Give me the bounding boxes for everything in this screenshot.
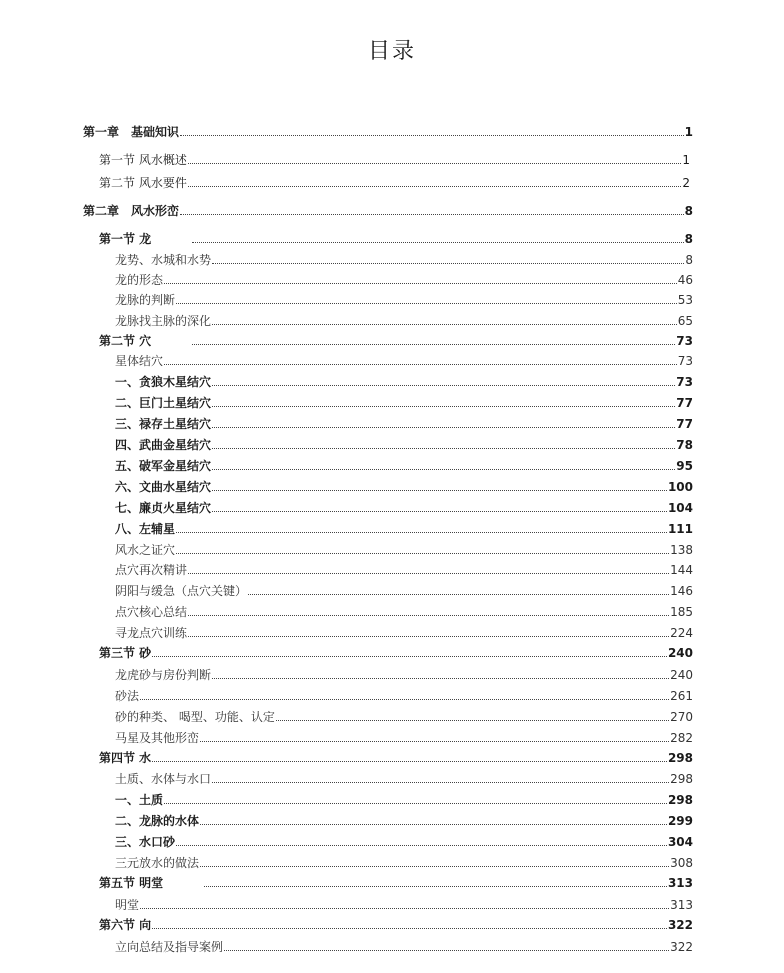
toc-entry[interactable] (99, 176, 690, 190)
toc-entry-page-number: 53 (677, 293, 693, 307)
toc-entry-label: 点穴再次精讲 (115, 563, 188, 577)
toc-entry-label: 一、贪狼木星结穴 (115, 375, 212, 389)
toc-entry-page-number: 1 (684, 125, 693, 139)
toc-entry-page-number: 73 (677, 354, 693, 368)
dot-leader (140, 698, 669, 700)
dot-leader (140, 907, 669, 909)
toc-entry-page-number: 65 (677, 314, 693, 328)
toc-entry-label: 三元放水的做法 (115, 856, 200, 870)
toc-entry-label: 八、左辅星 (115, 522, 176, 536)
toc-entry[interactable] (115, 814, 693, 828)
toc-entry-label: 第二节 风水要件 (99, 176, 187, 190)
toc-entry[interactable] (115, 626, 693, 640)
toc-entry[interactable] (83, 125, 693, 139)
toc-entry-label: 第二节 穴 (99, 334, 152, 348)
toc-entry[interactable] (115, 522, 693, 536)
toc-entry[interactable] (99, 153, 690, 167)
toc-entry-label: 点穴核心总结 (115, 605, 188, 619)
toc-entry-page-number: 322 (670, 940, 693, 954)
toc-entry-page-number: 8 (685, 253, 693, 267)
toc-entry-page-number: 322 (667, 918, 693, 932)
dot-leader (212, 447, 675, 449)
dot-leader (212, 468, 675, 470)
dot-leader (180, 213, 684, 215)
toc-entry[interactable] (115, 563, 693, 577)
dot-leader (192, 241, 683, 243)
toc-entry-page-number: 308 (670, 856, 693, 870)
toc-entry[interactable] (99, 232, 693, 246)
toc-entry-page-number: 146 (670, 584, 693, 598)
toc-entry-page-number: 77 (676, 396, 693, 410)
toc-entry[interactable] (115, 459, 693, 473)
toc-entry-label: 马星及其他形峦 (115, 731, 200, 745)
toc-entry[interactable] (115, 772, 693, 786)
toc-entry-label: 第二章 风水形峦 (83, 204, 180, 218)
toc-entry[interactable] (115, 605, 693, 619)
toc-entry[interactable] (115, 731, 693, 745)
toc-entry[interactable] (115, 293, 693, 307)
toc-entry-label: 土质、水体与水口 (115, 772, 212, 786)
toc-entry-label: 三、禄存土星结穴 (115, 417, 212, 431)
toc-entry-page-number: 104 (667, 501, 693, 515)
dot-leader (164, 282, 677, 284)
toc-entry-label: 第四节 水 (99, 751, 152, 765)
toc-entry-page-number: 95 (676, 459, 693, 473)
dot-leader (152, 655, 667, 657)
toc-entry[interactable] (99, 334, 693, 348)
toc-entry[interactable] (115, 793, 693, 807)
toc-entry-label: 七、廉贞火星结穴 (115, 501, 212, 515)
dot-leader (164, 802, 667, 804)
toc-entry-label: 二、巨门土星结穴 (115, 396, 212, 410)
toc-entry-page-number: 298 (670, 772, 693, 786)
page-title: 目录 (367, 39, 416, 64)
dot-leader (176, 844, 667, 846)
dot-leader (212, 426, 675, 428)
toc-entry-page-number: 2 (682, 176, 690, 190)
toc-entry[interactable] (115, 543, 693, 557)
toc-entry-label: 龙脉的判断 (115, 293, 176, 307)
dot-leader (188, 614, 669, 616)
dot-leader (248, 593, 669, 595)
dot-leader (188, 185, 682, 187)
toc-entry-label: 立向总结及指导案例 (115, 940, 224, 954)
toc-entry-label: 砂法 (115, 689, 140, 703)
toc-entry[interactable] (115, 438, 693, 452)
dot-leader (164, 363, 677, 365)
toc-entry[interactable] (115, 689, 693, 703)
toc-entry-label: 龙脉找主脉的深化 (115, 314, 212, 328)
toc-entry[interactable] (99, 918, 693, 932)
dot-leader (176, 531, 667, 533)
dot-leader (176, 552, 669, 554)
toc-entry-page-number: 304 (667, 835, 693, 849)
toc-entry[interactable] (99, 876, 693, 890)
dot-leader (152, 760, 667, 762)
toc-entry[interactable] (115, 668, 693, 682)
toc-entry-page-number: 138 (670, 543, 693, 557)
toc-entry[interactable] (115, 354, 693, 368)
toc-entry-label: 第六节 向 (99, 918, 152, 932)
dot-leader (188, 162, 682, 164)
toc-entry[interactable] (115, 417, 693, 431)
toc-entry[interactable] (115, 898, 693, 912)
toc-entry-page-number: 298 (667, 793, 693, 807)
dot-leader (152, 927, 667, 929)
toc-entry-label: 风水之证穴 (115, 543, 176, 557)
toc-entry-page-number: 185 (670, 605, 693, 619)
toc-entry[interactable] (115, 375, 693, 389)
dot-leader (212, 677, 669, 679)
toc-entry-page-number: 224 (670, 626, 693, 640)
toc-entry-page-number: 240 (667, 646, 693, 660)
dot-leader (176, 302, 677, 304)
toc-entry-label: 明堂 (115, 898, 140, 912)
toc-entry[interactable] (115, 856, 693, 870)
toc-entry-label: 砂的种类、 喝型、功能、认定 (115, 710, 275, 724)
toc-entry-page-number: 78 (676, 438, 693, 452)
toc-entry-page-number: 100 (667, 480, 693, 494)
dot-leader (212, 489, 667, 491)
toc-entry-page-number: 240 (670, 668, 693, 682)
toc-entry-page-number: 1 (682, 153, 690, 167)
toc-entry[interactable] (115, 501, 693, 515)
toc-entry-page-number: 111 (667, 522, 693, 536)
dot-leader (212, 323, 677, 325)
dot-leader (204, 885, 667, 887)
toc-entry[interactable] (83, 204, 693, 218)
dot-leader (212, 384, 675, 386)
dot-leader (212, 510, 667, 512)
toc-entry-page-number: 298 (667, 751, 693, 765)
dot-leader (276, 719, 669, 721)
toc-entry-label: 一、土质 (115, 793, 164, 807)
toc-entry-label: 星体结穴 (115, 354, 164, 368)
dot-leader (180, 134, 684, 136)
toc-entry-label: 第一节 龙 (99, 232, 152, 246)
toc-entry[interactable] (115, 273, 693, 287)
toc-entry-label: 龙的形态 (115, 273, 164, 287)
toc-entry[interactable] (115, 396, 693, 410)
toc-entry[interactable] (99, 646, 693, 660)
toc-entry-page-number: 313 (670, 898, 693, 912)
dot-leader (212, 781, 669, 783)
toc-entry-page-number: 8 (684, 204, 693, 218)
toc-entry-label: 龙虎砂与房份判断 (115, 668, 212, 682)
toc-entry-label: 寻龙点穴训练 (115, 626, 188, 640)
dot-leader (188, 635, 669, 637)
toc-entry[interactable] (115, 584, 693, 598)
dot-leader (188, 572, 669, 574)
toc-entry-page-number: 261 (670, 689, 693, 703)
toc-entry-label: 六、文曲水星结穴 (115, 480, 212, 494)
toc-entry-page-number: 73 (676, 334, 693, 348)
toc-entry-page-number: 77 (676, 417, 693, 431)
toc-entry-page-number: 46 (677, 273, 693, 287)
toc-entry[interactable] (115, 940, 693, 954)
toc-entry[interactable] (115, 253, 693, 267)
toc-entry-label: 三、水口砂 (115, 835, 176, 849)
dot-leader (200, 865, 669, 867)
toc-entry-label: 第五节 明堂 (99, 876, 164, 890)
dot-leader (212, 262, 684, 264)
toc-entry-page-number: 8 (684, 232, 693, 246)
toc-entry-label: 第一章 基础知识 (83, 125, 180, 139)
toc-entry-page-number: 144 (670, 563, 693, 577)
toc-entry-page-number: 313 (667, 876, 693, 890)
dot-leader (200, 740, 669, 742)
dot-leader (192, 343, 675, 345)
toc-entry-page-number: 270 (670, 710, 693, 724)
toc-entry-page-number: 299 (667, 814, 693, 828)
toc-entry-label: 阴阳与缓急（点穴关键） (115, 584, 248, 598)
toc-entry-page-number: 282 (670, 731, 693, 745)
toc-entry[interactable] (115, 314, 693, 328)
toc-entry-label: 五、破军金星结穴 (115, 459, 212, 473)
dot-leader (200, 823, 667, 825)
toc-entry-label: 四、武曲金星结穴 (115, 438, 212, 452)
toc-entry-page-number: 73 (676, 375, 693, 389)
dot-leader (212, 405, 675, 407)
toc-entry[interactable] (115, 480, 693, 494)
dot-leader (224, 949, 669, 951)
toc-entry-label: 第三节 砂 (99, 646, 152, 660)
toc-entry-label: 二、龙脉的水体 (115, 814, 200, 828)
toc-entry[interactable] (99, 751, 693, 765)
toc-entry[interactable] (115, 710, 693, 724)
toc-entry-label: 龙势、水城和水势 (115, 253, 212, 267)
toc-entry-label: 第一节 风水概述 (99, 153, 187, 167)
toc-entry[interactable] (115, 835, 693, 849)
